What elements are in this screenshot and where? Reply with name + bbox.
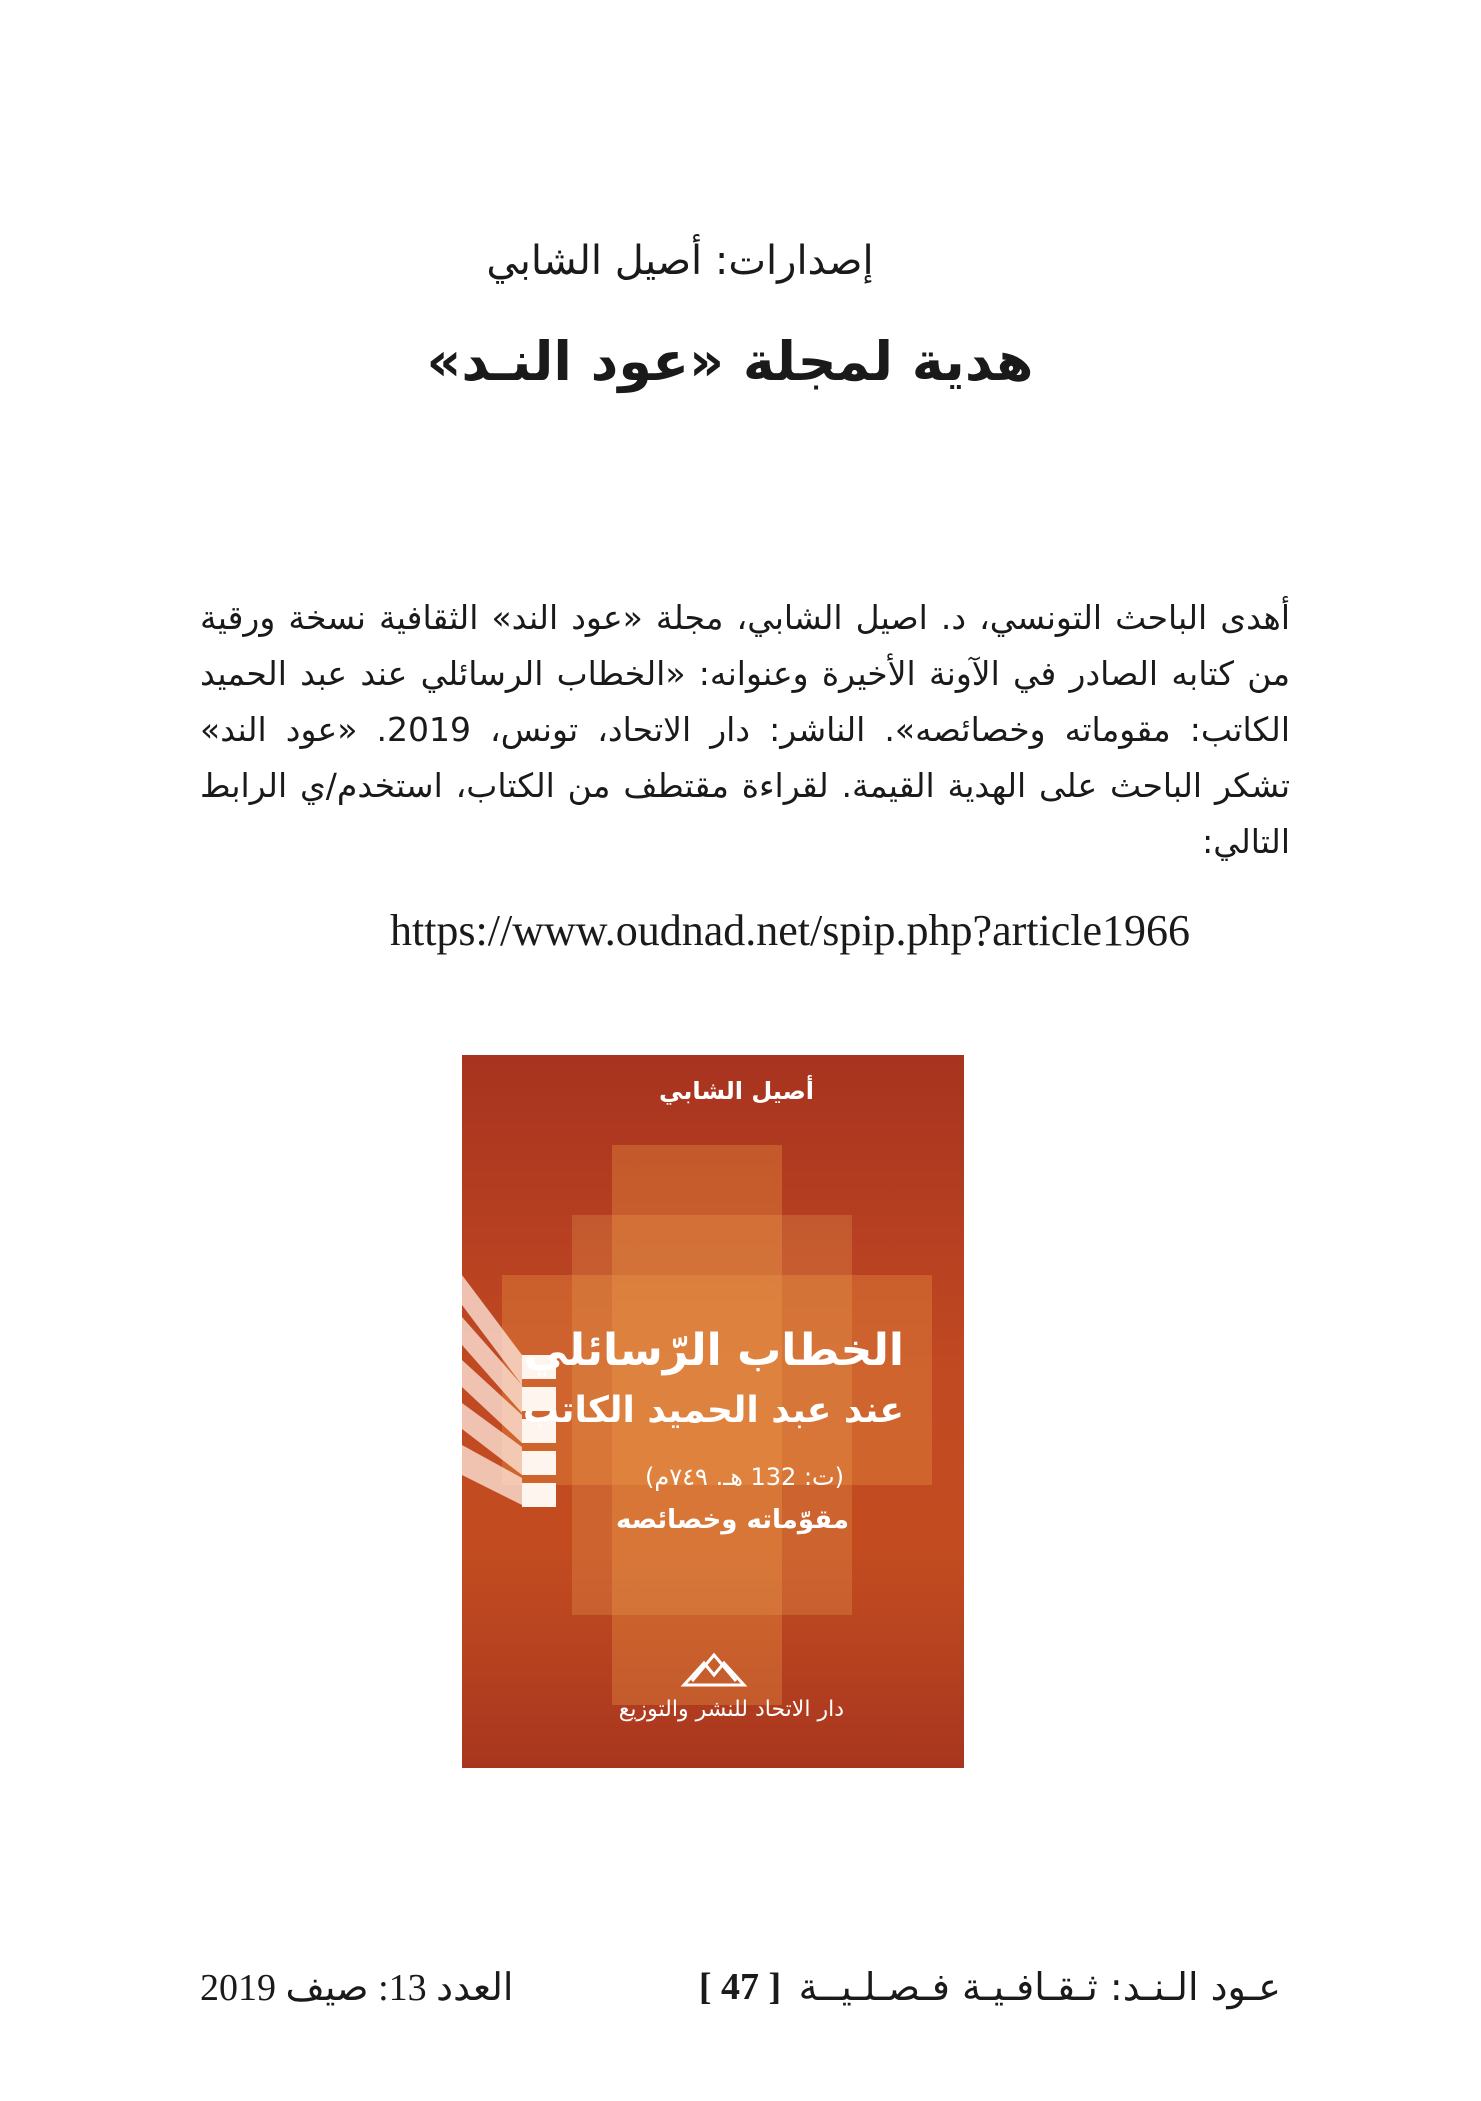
cover-publisher: دار الاتحاد للنشر والتوزيع [618, 1697, 844, 1722]
article-link[interactable]: https://www.oudnad.net/spip.php?article1966 [389, 906, 1190, 955]
footer-issue: العدد 13: صيف 2019 [200, 1967, 514, 2009]
article-headline: هدية لمجلة «عود النـد» [426, 330, 1034, 393]
section-line: إصدارات: أصيل الشابي [486, 238, 874, 284]
book-cover-image [462, 1055, 964, 1768]
page-number: [ 47 ] [698, 1966, 782, 2008]
cover-tagline: مقوّماته وخصائصه [616, 1505, 849, 1535]
cover-author: أصيل الشابي [659, 1077, 814, 1105]
article-body: أهدى الباحث التونسي، د. اصيل الشابي، مجلة «عود الند» الثقافية نسخة ورقية من كتابه الصادر في الآونة الأخيرة وعنوانه: «الخطاب الرسائلي عند عبد الحميد الكاتب: مقوماته وخصائصه». الناشر: دار الاتحاد، تونس، 2019. «عود الند» تشكر الباحث على الهدية القيمة. لقراءة مقتطف من الكتاب، استخدم/ي الرابط التالي: [200, 598, 1290, 861]
cover-subtitle: عند عبد الحميد الكاتب [522, 1390, 904, 1431]
cover-title: الخطاب الرّسائلي [524, 1325, 904, 1376]
cover-dates: (ت: 132 هـ. ٧٤٩م) [645, 1463, 844, 1491]
footer-magazine: عـود الـنـد: ثـقـافـيـة فـصـلـيــة [798, 1965, 1281, 2009]
